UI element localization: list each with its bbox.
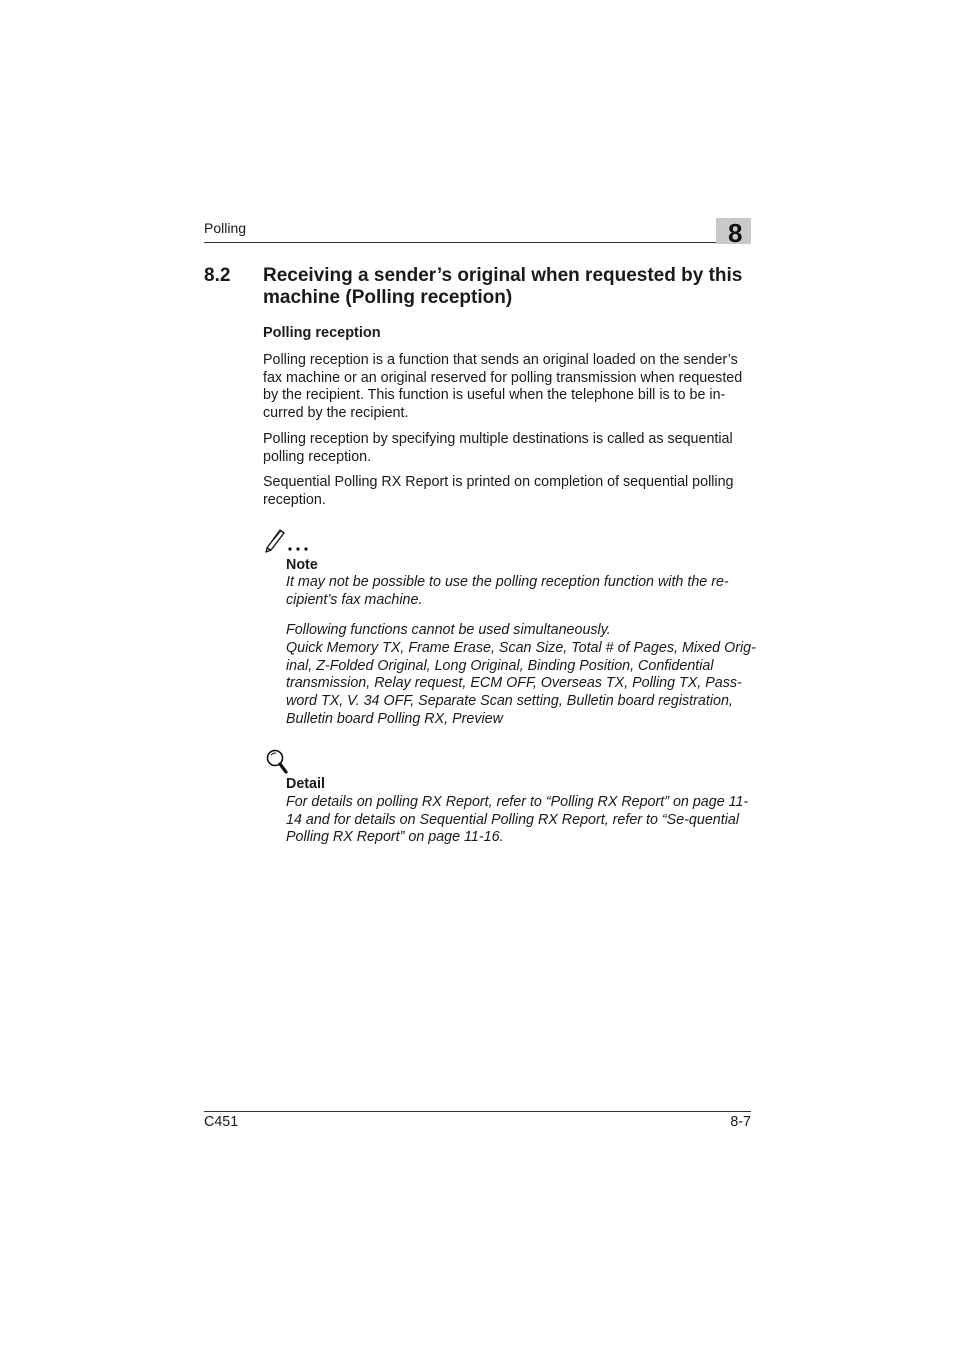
note-label: Note — [286, 557, 318, 573]
header-rule — [204, 242, 751, 243]
body-paragraph: Polling reception by specifying multiple destinations is called as sequential polling reception. — [263, 431, 733, 465]
body-paragraph: Sequential Polling RX Report is printed on completion of sequential polling reception. — [263, 474, 734, 508]
sub-heading: Polling reception — [263, 325, 381, 341]
footer-model: C451 — [204, 1114, 239, 1130]
note-text: Following functions cannot be used simultaneously. — [286, 622, 611, 638]
pencil-note-icon — [264, 528, 314, 554]
note-text: Quick Memory TX, Frame Erase, Scan Size, Total # of Pages, Mixed Orig-inal, Z-Folded Original, Long Original, Binding Position, Confidential transmission, Relay request, ECM OFF, Overseas TX, Polling TX, Pass-word TX, V. 34 OFF, Separate Scan setting, Bulletin board registration, Bulletin board Polling RX, Preview — [286, 640, 756, 727]
footer-page-number: 8-7 — [730, 1114, 751, 1130]
detail-text: For details on polling RX Report, refer to “Polling RX Report” on page 11-14 and for details on Sequential Polling RX Report, refer to “Se-quential Polling RX Report” on page 11-16. — [286, 794, 749, 846]
body-paragraph: Polling reception is a function that sends an original loaded on the sender’s fax machine or an original reserved for polling transmission when requested by the recipient. This function is useful when the telephone bill is to be in-curred by the recipient. — [263, 352, 743, 422]
section-title: Receiving a sender’s original when requested by this machine (Polling reception) — [263, 265, 743, 308]
note-text: It may not be possible to use the polling reception function with the re-cipient’s fax machine. — [286, 574, 729, 608]
section-number: 8.2 — [204, 265, 231, 286]
detail-label: Detail — [286, 776, 325, 792]
running-head: Polling — [204, 220, 247, 236]
chapter-number: 8 — [728, 218, 743, 248]
footer-rule — [204, 1111, 751, 1112]
magnifier-icon — [264, 748, 290, 776]
